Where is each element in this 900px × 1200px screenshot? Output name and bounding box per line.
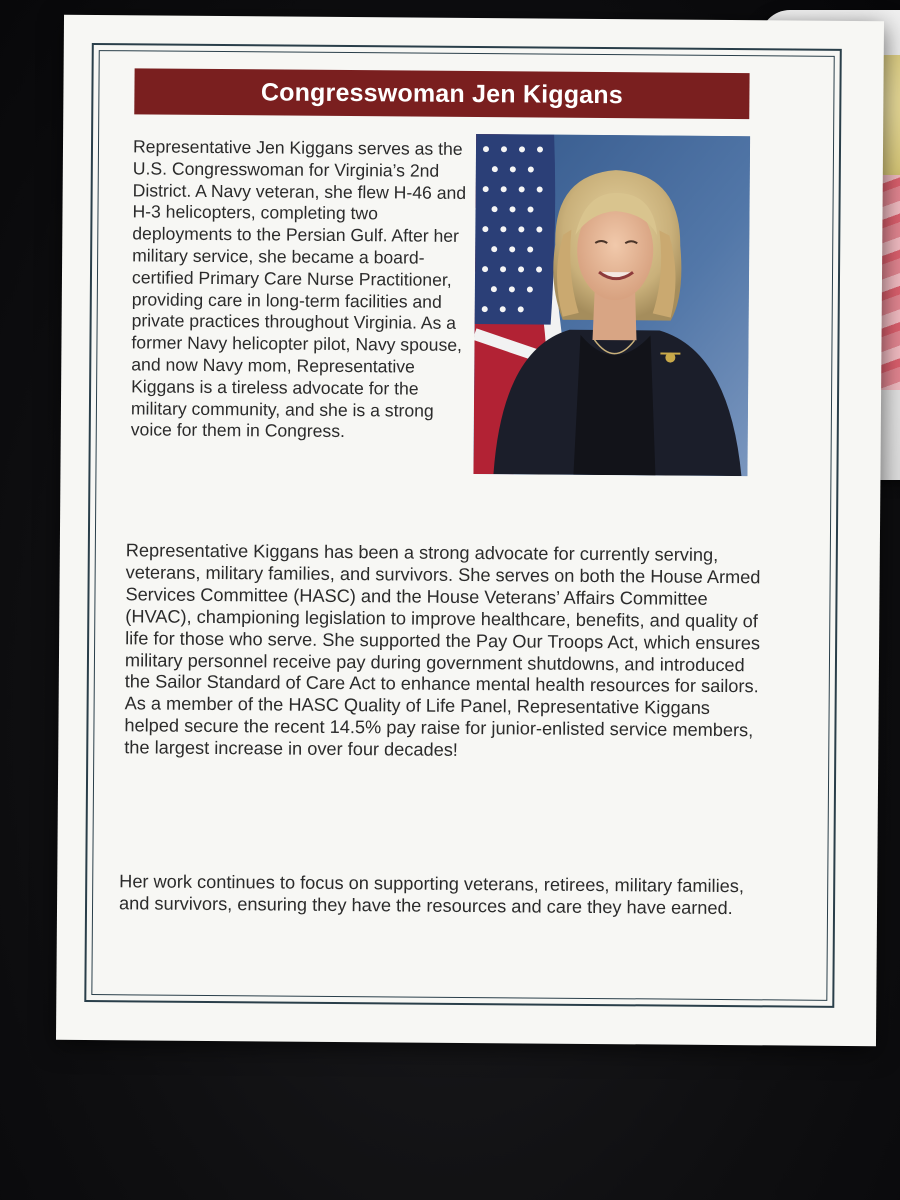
portrait-photo	[473, 134, 750, 476]
card-title: Congresswoman Jen Kiggans	[260, 77, 624, 109]
bio-paragraph-advocacy: Representative Kiggans has been a strong advocate for currently serving, veterans, military families, and survivors. She serves on both the House Armed Services Committee (HASC) and the House Veterans’ Affairs Committee (HVAC), championing legislation to improve healthcare, benefits, and quality of life for those who serve. She supported the Pay Our Troops Act, which ensures military personnel receive pay during government shutdowns, and introduced the Sailor Standard of Care Act to enhance mental health resources for sailors. As a member of the HASC Quality of Life Panel, Representative Kiggans helped secure the recent 14.5% pay raise for junior-enlisted service members, the largest increase in over four decades!	[124, 540, 761, 761]
title-banner	[134, 68, 749, 119]
portrait-illustration	[473, 134, 750, 476]
bio-paragraph-closing: Her work continues to focus on supporting veterans, retirees, military families, and survivors, ensuring they have the resources and care they have earned.	[118, 871, 744, 918]
bio-paragraph-intro: Representative Jen Kiggans serves as the U.S. Congresswoman for Virginia’s 2nd District. A Navy veteran, she flew H-46 and H-3 helicopters, completing two deployments to the Persian Gulf. After her military service, she became a board-certified Primary Care Nurse Practitioner, providing care in long-term facilities and private practices throughout Virginia. As a former Navy helicopter pilot, Navy spouse, and now Navy mom, Representative Kiggans is a tireless advocate for the military community, and she is a strong voice for them in Congress.	[130, 136, 467, 442]
bio-card	[56, 15, 884, 1046]
